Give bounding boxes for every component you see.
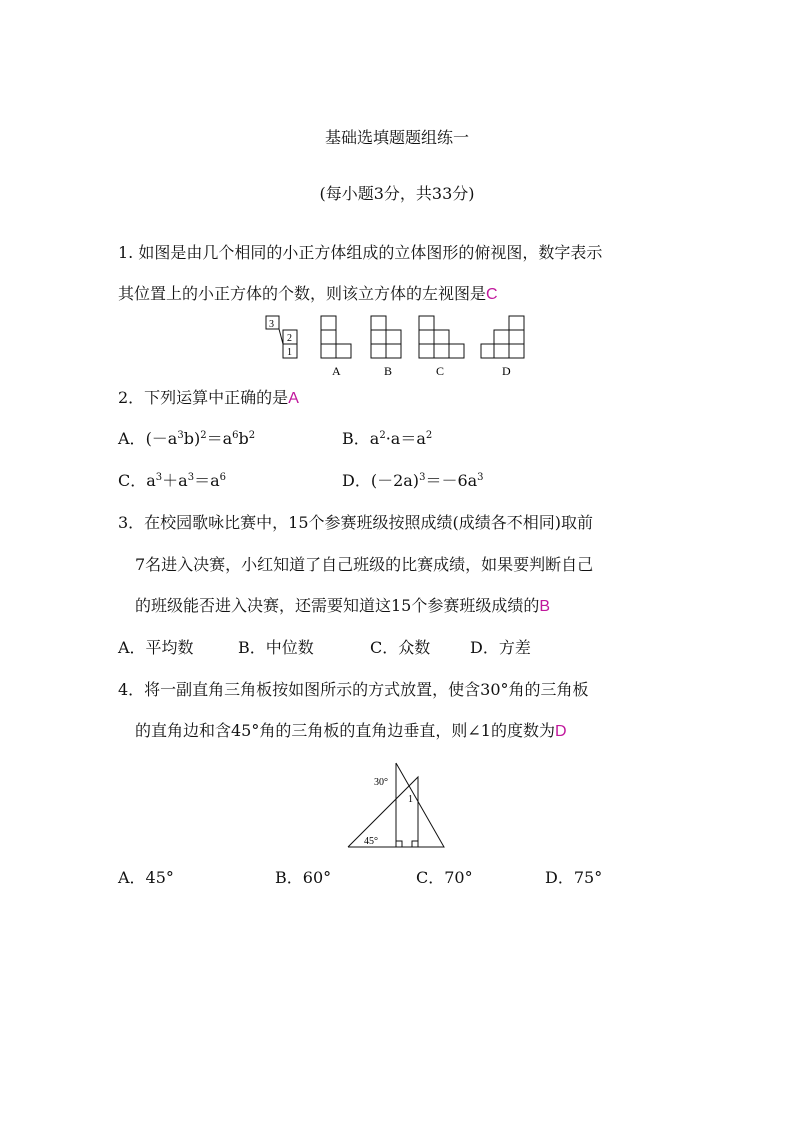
- q4-figure: [0, 756, 794, 856]
- q2-option-a: A．$(-a^3b)^2=a^6b^2$: [118, 429, 256, 448]
- q1-option-label-c: C: [436, 364, 445, 378]
- q4-stem-line2: [135, 721, 567, 742]
- page-title: 基础选填题题组练一: [324, 128, 469, 147]
- q4-option-a: A．45°: [118, 868, 174, 887]
- q1-top-number-1: 1: [287, 347, 292, 358]
- q2-option-a-label: A．: [118, 429, 146, 448]
- q3-stem-line3: [135, 596, 550, 617]
- q2-option-d: D．$(-2a)^3=-6a^3$: [342, 471, 484, 490]
- q1-stem-text: 其位置上的小正方体的个数，则该立方体的左视图是: [118, 284, 487, 303]
- q4-triangle-30: [396, 763, 444, 847]
- q1-option-c-view: [419, 316, 464, 358]
- q3-option-c: C．众数: [370, 638, 431, 657]
- q4-label-45deg: 45°: [364, 836, 378, 847]
- q4-stem-text: 的直角边和含45°角的三角板的直角边垂直，则∠1的度数为: [135, 721, 555, 740]
- q1-option-a-view: [321, 316, 351, 358]
- q4-option-b: B．60°: [275, 868, 332, 887]
- q2-option-b: B．$a^2\cdot a=a^2$: [342, 429, 433, 448]
- q2-stem: [118, 388, 299, 409]
- q2-option-b-label: B．: [342, 429, 370, 448]
- q3-stem-line2: 7名进入决赛，小红知道了自己班级的比赛成绩，如果要判断自己: [135, 555, 594, 574]
- q2-answer: A: [288, 390, 299, 407]
- q1-option-b-view: [371, 316, 401, 358]
- q3-stem-text: 的班级能否进入决赛，还需要知道这15个参赛班级成绩的: [135, 596, 540, 615]
- q1-option-d-view: [481, 316, 524, 358]
- q4-stem-line1: 4．将一副直角三角板按如图所示的方式放置，使含30°角的三角板: [118, 680, 589, 699]
- q1-stem-line1: 1. 如图是由几个相同的小正方体组成的立体图形的俯视图，数字表示: [118, 243, 603, 262]
- q1-top-number-2: 2: [287, 333, 292, 344]
- page-subtitle: (每小题3分，共33分): [319, 184, 475, 203]
- q1-option-label-d: D: [502, 364, 511, 378]
- q1-top-number-3: 3: [269, 319, 274, 330]
- q2-option-c: C．$a^3+a^3=a^6$: [118, 471, 227, 490]
- q4-label-angle1: 1: [408, 794, 413, 805]
- q2-option-c-label: C．: [118, 471, 147, 490]
- q2-option-d-label: D．: [342, 471, 371, 490]
- q4-option-c: C．70°: [416, 868, 473, 887]
- q4-label-30deg: 30°: [374, 777, 388, 788]
- q3-stem-line1: 3．在校园歌咏比赛中，15个参赛班级按照成绩(成绩各不相同)取前: [118, 513, 594, 532]
- q3-answer: B: [539, 598, 551, 615]
- q3-option-d: D．方差: [470, 638, 531, 657]
- q1-answer: C: [486, 286, 498, 303]
- q1-option-label-a: A: [332, 364, 341, 378]
- q1-stem-line2: [118, 284, 498, 305]
- q2-stem-text: 2．下列运算中正确的是: [118, 388, 289, 407]
- q4-answer: D: [554, 723, 567, 740]
- q1-figure: [0, 312, 794, 382]
- q4-option-d: D．75°: [545, 868, 603, 887]
- q1-option-label-b: B: [384, 364, 393, 378]
- q3-option-a: A．平均数: [118, 638, 194, 657]
- q3-option-b: B．中位数: [238, 638, 314, 657]
